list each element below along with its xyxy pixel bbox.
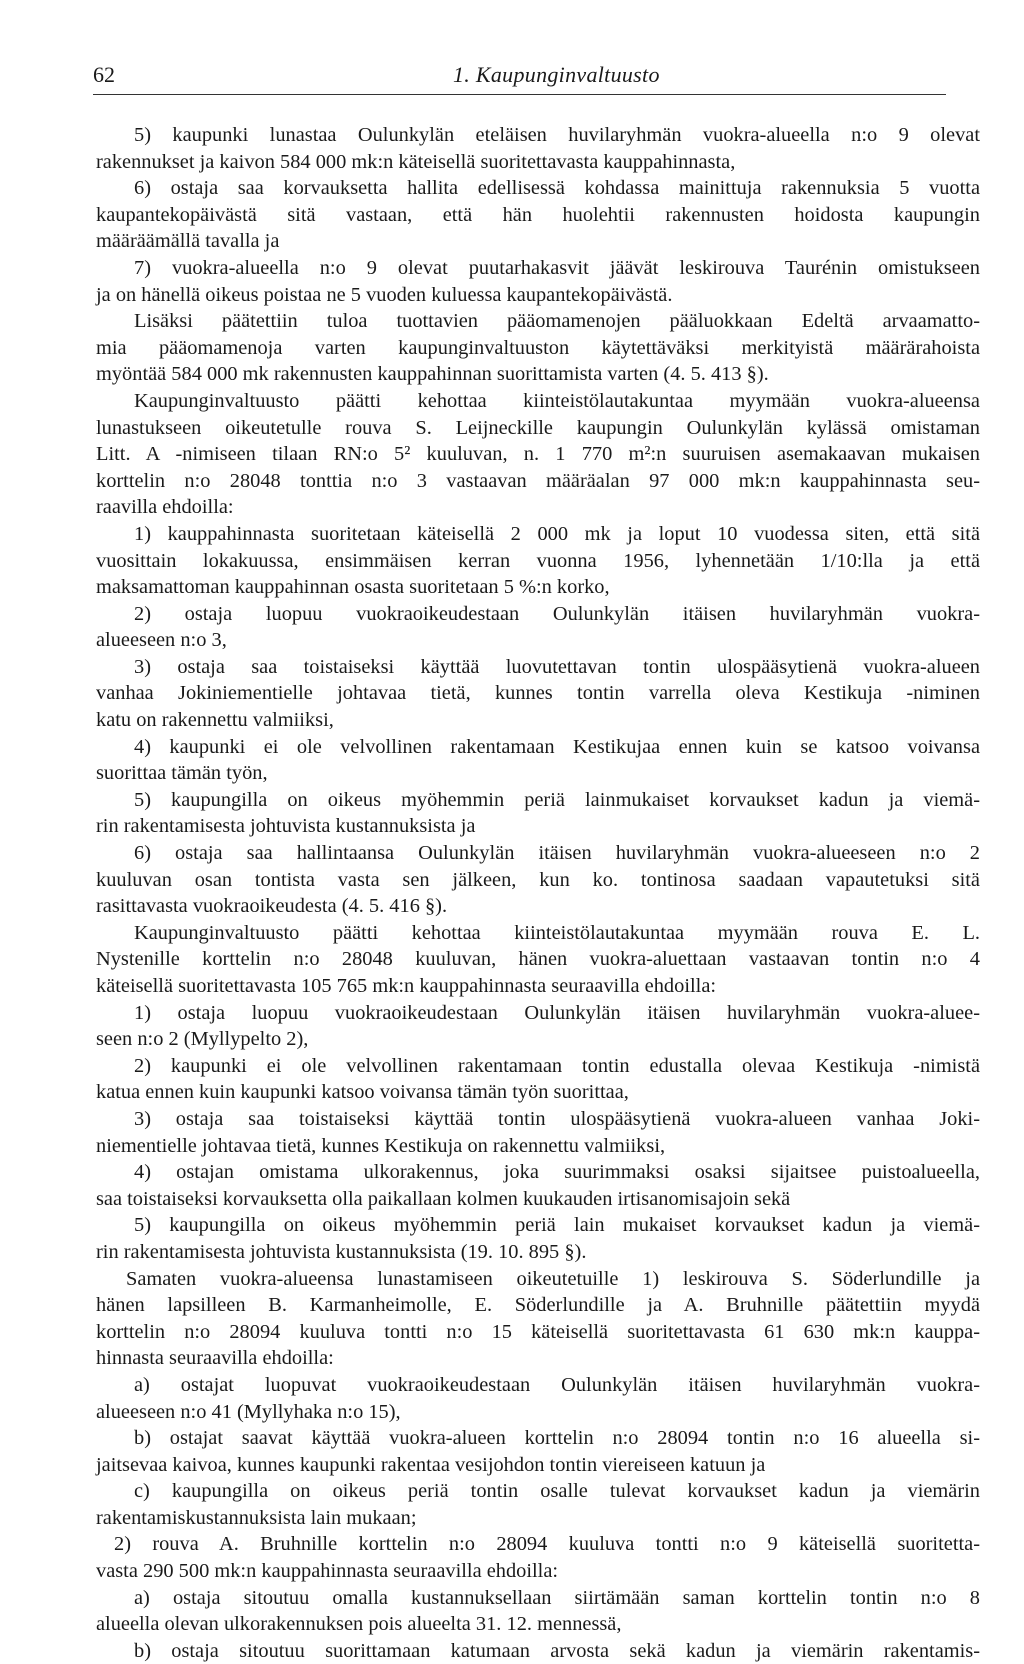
running-title: 1. Kaupunginvaltuusto <box>453 62 660 87</box>
text-line: seen n:o 2 (Myllypelto 2), <box>96 1028 309 1051</box>
text-line: 2) kaupunki ei ole velvollinen rakentamaan tontin edustalla olevaa Kestikuja -nimistä <box>134 1054 980 1077</box>
text-line: rasittavasta vuokraoikeudesta (4. 5. 416 §). <box>96 895 448 918</box>
text-line: vuosittain lokakuussa, ensimmäisen kerran vuonna 1956, lyhennetään 1/10:lla ja että <box>96 549 980 572</box>
body-text <box>96 122 980 1664</box>
text-line: a) ostaja sitoutuu omalla kustannuksellaan siirtämään saman korttelin tontin n:o 8 <box>134 1586 980 1609</box>
text-line: alueella olevan ulkorakennuksen pois alueelta 31. 12. mennessä, <box>96 1613 622 1636</box>
text-line: lunastukseen oikeutetulle rouva S. Leijneckille kaupungin Oulunkylän kylässä omistaman <box>96 416 980 439</box>
text-line: 6) ostaja saa korvauksetta hallita edellisessä kohdassa mainittuja rakennuksia 5 vuotta <box>134 177 980 200</box>
text-line: raavilla ehdoilla: <box>96 496 234 519</box>
text-line: 1) ostaja luopuu vuokraoikeudestaan Oulunkylän itäisen huvilaryhmän vuokra-aluee- <box>134 1001 980 1024</box>
text-line: kuuluvan osan tontista vasta sen jälkeen, kun ko. tontinosa saadaan vapautetuksi sitä <box>96 868 980 891</box>
text-line: Kaupunginvaltuusto päätti kehottaa kiinteistölautakuntaa myymään vuokra-alueensa <box>134 389 980 412</box>
text-line: alueeseen n:o 3, <box>96 629 227 652</box>
text-line: suorittaa tämän työn, <box>96 762 268 785</box>
text-line: rakentamiskustannuksista lain mukaan; <box>96 1506 417 1529</box>
text-line: Samaten vuokra-alueensa lunastamiseen oikeutetuille 1) leskirouva S. Söderlundille ja <box>126 1267 980 1290</box>
text-line: 5) kaupunki lunastaa Oulunkylän eteläisen huvilaryhmän vuokra-alueella n:o 9 olevat <box>134 124 980 146</box>
text-line: korttelin n:o 28094 kuuluva tontti n:o 15 käteisellä suoritettavasta 61 630 mk:n kauppa- <box>96 1320 980 1343</box>
text-line: 1) kauppahinnasta suoritetaan käteisellä 2 000 mk ja loput 10 vuodessa siten, että sitä <box>134 522 980 545</box>
text-line: vasta 290 500 mk:n kauppahinnasta seuraavilla ehdoilla: <box>96 1560 559 1583</box>
header-rule <box>93 94 946 95</box>
text-line: myöntää 584 000 mk rakennusten kauppahinnan suorittamista varten (4. 5. 413 §). <box>96 363 769 386</box>
text-line: jaitsevaa kaivoa, kunnes kaupunki rakentaa vesijohdon tontin viereiseen katuun ja <box>96 1453 766 1476</box>
text-line: määräämällä tavalla ja <box>96 230 280 253</box>
text-line: katu on rakennettu valmiiksi, <box>96 709 334 732</box>
text-line: 7) vuokra-alueella n:o 9 olevat puutarhakasvit jäävät leskirouva Taurénin omistukseen <box>134 256 980 279</box>
text-line: ja on hänellä oikeus poistaa ne 5 vuoden kuluessa kaupantekopäivästä. <box>96 283 673 306</box>
text-line: mia pääomamenoja varten kaupunginvaltuuston käytettäväksi merkityistä määrärahoista <box>96 336 980 359</box>
text-line: c) kaupungilla on oikeus periä tontin osalle tulevat korvaukset kadun ja viemärin <box>134 1480 980 1503</box>
text-line: rin rakentamisesta johtuvista kustannuksista ja <box>96 815 476 838</box>
text-line: 6) ostaja saa hallintaansa Oulunkylän itäisen huvilaryhmän vuokra-alueeseen n:o 2 <box>134 842 980 865</box>
text-line: käteisellä suoritettavasta 105 765 mk:n kauppahinnasta seuraavilla ehdoilla: <box>96 975 717 997</box>
text-line: 2) rouva A. Bruhnille korttelin n:o 28094 kuuluva tontti n:o 9 käteisellä suoritetta- <box>114 1533 980 1556</box>
text-line: hinnasta seuraavilla ehdoilla: <box>96 1347 334 1370</box>
text-line: rin rakentamisesta johtuvista kustannuksista (19. 10. 895 §). <box>96 1240 587 1263</box>
text-line: b) ostaja sitoutuu suorittamaan katumaan arvosta sekä kadun ja viemärin rakentamis- <box>134 1639 980 1662</box>
text-line: 5) kaupungilla on oikeus myöhemmin periä lain mukaiset korvaukset kadun ja viemä- <box>134 1214 980 1237</box>
text-line: korttelin n:o 28048 tonttia n:o 3 vastaavan määräalan 97 000 mk:n kauppahinnasta seu- <box>96 469 980 492</box>
text-line: hänen lapsilleen B. Karmanheimolle, E. Söderlundille ja A. Bruhnille päätettiin myydä <box>96 1294 980 1317</box>
text-line: rakennukset ja kaivon 584 000 mk:n käteisellä suoritettavasta kauppahinnasta, <box>96 150 736 173</box>
text-line: a) ostajat luopuvat vuokraoikeudestaan Oulunkylän itäisen huvilaryhmän vuokra- <box>134 1373 980 1396</box>
page-number: 62 <box>93 62 115 87</box>
text-line: niementielle johtavaa tietä, kunnes Kestikuja on rakennettu valmiiksi, <box>96 1134 666 1157</box>
text-line: 4) kaupunki ei ole velvollinen rakentamaan Kestikujaa ennen kuin se katsoo voivansa <box>134 735 980 758</box>
text-line: alueeseen n:o 41 (Myllyhaka n:o 15), <box>96 1400 401 1423</box>
text-line: 3) ostaja saa toistaiseksi käyttää tontin ulospääsytienä vuokra-alueen vanhaa Joki- <box>134 1107 980 1130</box>
text-line: katua ennen kuin kaupunki katsoo voivansa tämän työn suorittaa, <box>96 1081 629 1104</box>
text-line: Nystenille korttelin n:o 28048 kuuluvan, hänen vuokra-aluettaan vastaavan tontin n:o 4 <box>96 948 980 971</box>
text-line: 3) ostaja saa toistaiseksi käyttää luovutettavan tontin ulospääsytienä vuokra-alueen <box>134 655 980 678</box>
text-line: vanhaa Jokiniementielle johtavaa tietä, kunnes tontin varrella oleva Kestikuja -niminen <box>96 682 980 705</box>
text-line: maksamattoman kauppahinnan osasta suoritetaan 5 %:n korko, <box>96 576 610 599</box>
text-line: Lisäksi päätettiin tuloa tuottavien pääomamenojen pääluokkaan Edeltä arvaamatto- <box>134 310 980 333</box>
text-line: 2) ostaja luopuu vuokraoikeudestaan Oulunkylän itäisen huvilaryhmän vuokra- <box>134 602 980 625</box>
text-line: kaupantekopäivästä sitä vastaan, että hän huolehtii rakennusten hoidosta kaupungin <box>96 203 980 226</box>
text-line: 4) ostajan omistama ulkorakennus, joka suurimmaksi osaksi sijaitsee puistoalueella, <box>134 1161 980 1184</box>
text-line: Litt. A -nimiseen tilaan RN:o 5² kuuluvan, n. 1 770 m²:n suuruisen asemakaavan mukaisen <box>96 443 980 466</box>
text-line: Kaupunginvaltuusto päätti kehottaa kiinteistölautakuntaa myymään rouva E. L. <box>134 921 980 944</box>
page-header <box>93 56 946 96</box>
text-line: 5) kaupungilla on oikeus myöhemmin periä lainmukaiset korvaukset kadun ja viemä- <box>134 788 980 811</box>
text-line: saa toistaiseksi korvauksetta olla paikallaan kolmen kuukauden irtisanomisajoin sekä <box>96 1187 791 1210</box>
text-line: b) ostajat saavat käyttää vuokra-alueen korttelin n:o 28094 tontin n:o 16 alueella si- <box>134 1427 980 1450</box>
